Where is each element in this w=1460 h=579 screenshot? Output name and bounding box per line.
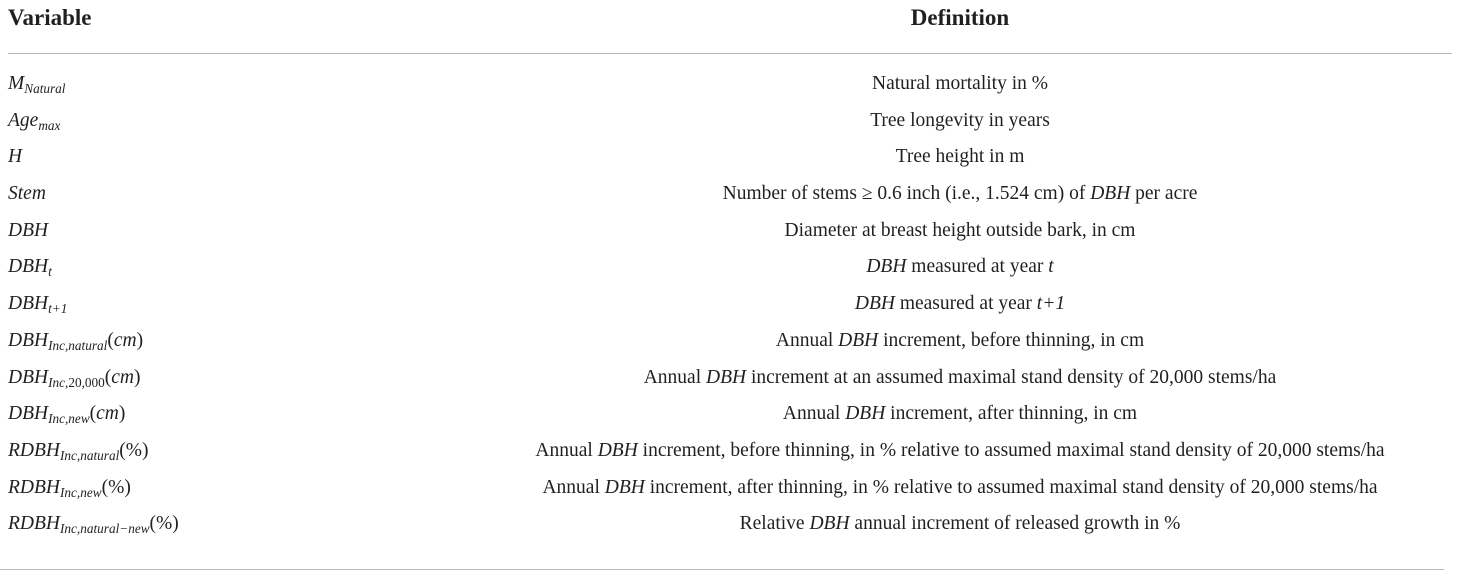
definition-cell: Relative DBH annual increment of released growth in % [739, 513, 1181, 535]
definition-cell: Annual DBH increment, before thinning, in % relative to assumed maximal stand density of 20,000 stems/ha [535, 439, 1385, 461]
table-row [8, 433, 1452, 470]
table-row [8, 139, 1452, 176]
table-row [8, 286, 1452, 323]
definition-cell: Annual DBH increment, after thinning, in % relative to assumed maximal stand density of 20,000 stems/ha [542, 476, 1378, 498]
table-header [8, 0, 1452, 54]
definition-cell: DBH measured at year t [866, 256, 1054, 278]
table-row [8, 176, 1452, 213]
definition-cell: DBH measured at year t+1 [854, 293, 1066, 315]
definition-cell: Tree longevity in years [870, 109, 1050, 131]
variable-cell: $DBH_t$ [8, 256, 52, 280]
variable-cell: Stem [8, 183, 46, 205]
variable-cell: H [8, 146, 23, 168]
variable-cell: $DBH_{Inc,20,000}(cm)$ [8, 366, 141, 390]
table-row [8, 103, 1452, 140]
table-bottom-rule [0, 569, 1444, 570]
definition-cell: Diameter at breast height outside bark, in cm [784, 219, 1136, 241]
header-definition: Definition [910, 5, 1010, 30]
variable-cell: $DBH_{Inc,new}(cm)$ [8, 403, 126, 427]
variable-cell: $M_{Natural}$ [8, 73, 66, 97]
table-row [8, 323, 1452, 360]
table-row [8, 213, 1452, 250]
definition-cell: Annual DBH increment, after thinning, in cm [782, 403, 1138, 425]
variable-cell: $DBH_{t+1}$ [8, 293, 68, 317]
table-row [8, 249, 1452, 286]
table-row [8, 396, 1452, 433]
definition-cell: Natural mortality in % [872, 73, 1048, 94]
header-variable: Variable [8, 5, 92, 30]
variable-cell: $DBH_{Inc,natural}(cm)$ [8, 329, 144, 354]
variable-cell: DBH [8, 219, 49, 241]
table-row [8, 66, 1452, 103]
definition-cell: Number of stems ≥ 0.6 inch (i.e., 1.524 cm) of DBH per acre [722, 183, 1198, 205]
definition-cell: Tree height in m [895, 146, 1025, 168]
table-row [8, 470, 1452, 507]
variable-definition-table [8, 0, 1452, 537]
definition-cell: Annual DBH increment at an assumed maximal stand density of 20,000 stems/ha [643, 366, 1277, 388]
variable-cell: $RDBH_{Inc,new}(\%)$ [8, 476, 131, 500]
variable-cell: Age$_{max}$ [8, 109, 61, 133]
table-row [8, 506, 1452, 543]
variable-cell: $RDBH_{Inc,natural-new}(\%)$ [8, 513, 179, 537]
table-body [8, 66, 1452, 543]
table-row [8, 360, 1452, 397]
variable-cell: $RDBH_{Inc,natural}(\%)$ [8, 439, 149, 464]
definition-cell: Annual DBH increment, before thinning, in cm [775, 329, 1145, 351]
